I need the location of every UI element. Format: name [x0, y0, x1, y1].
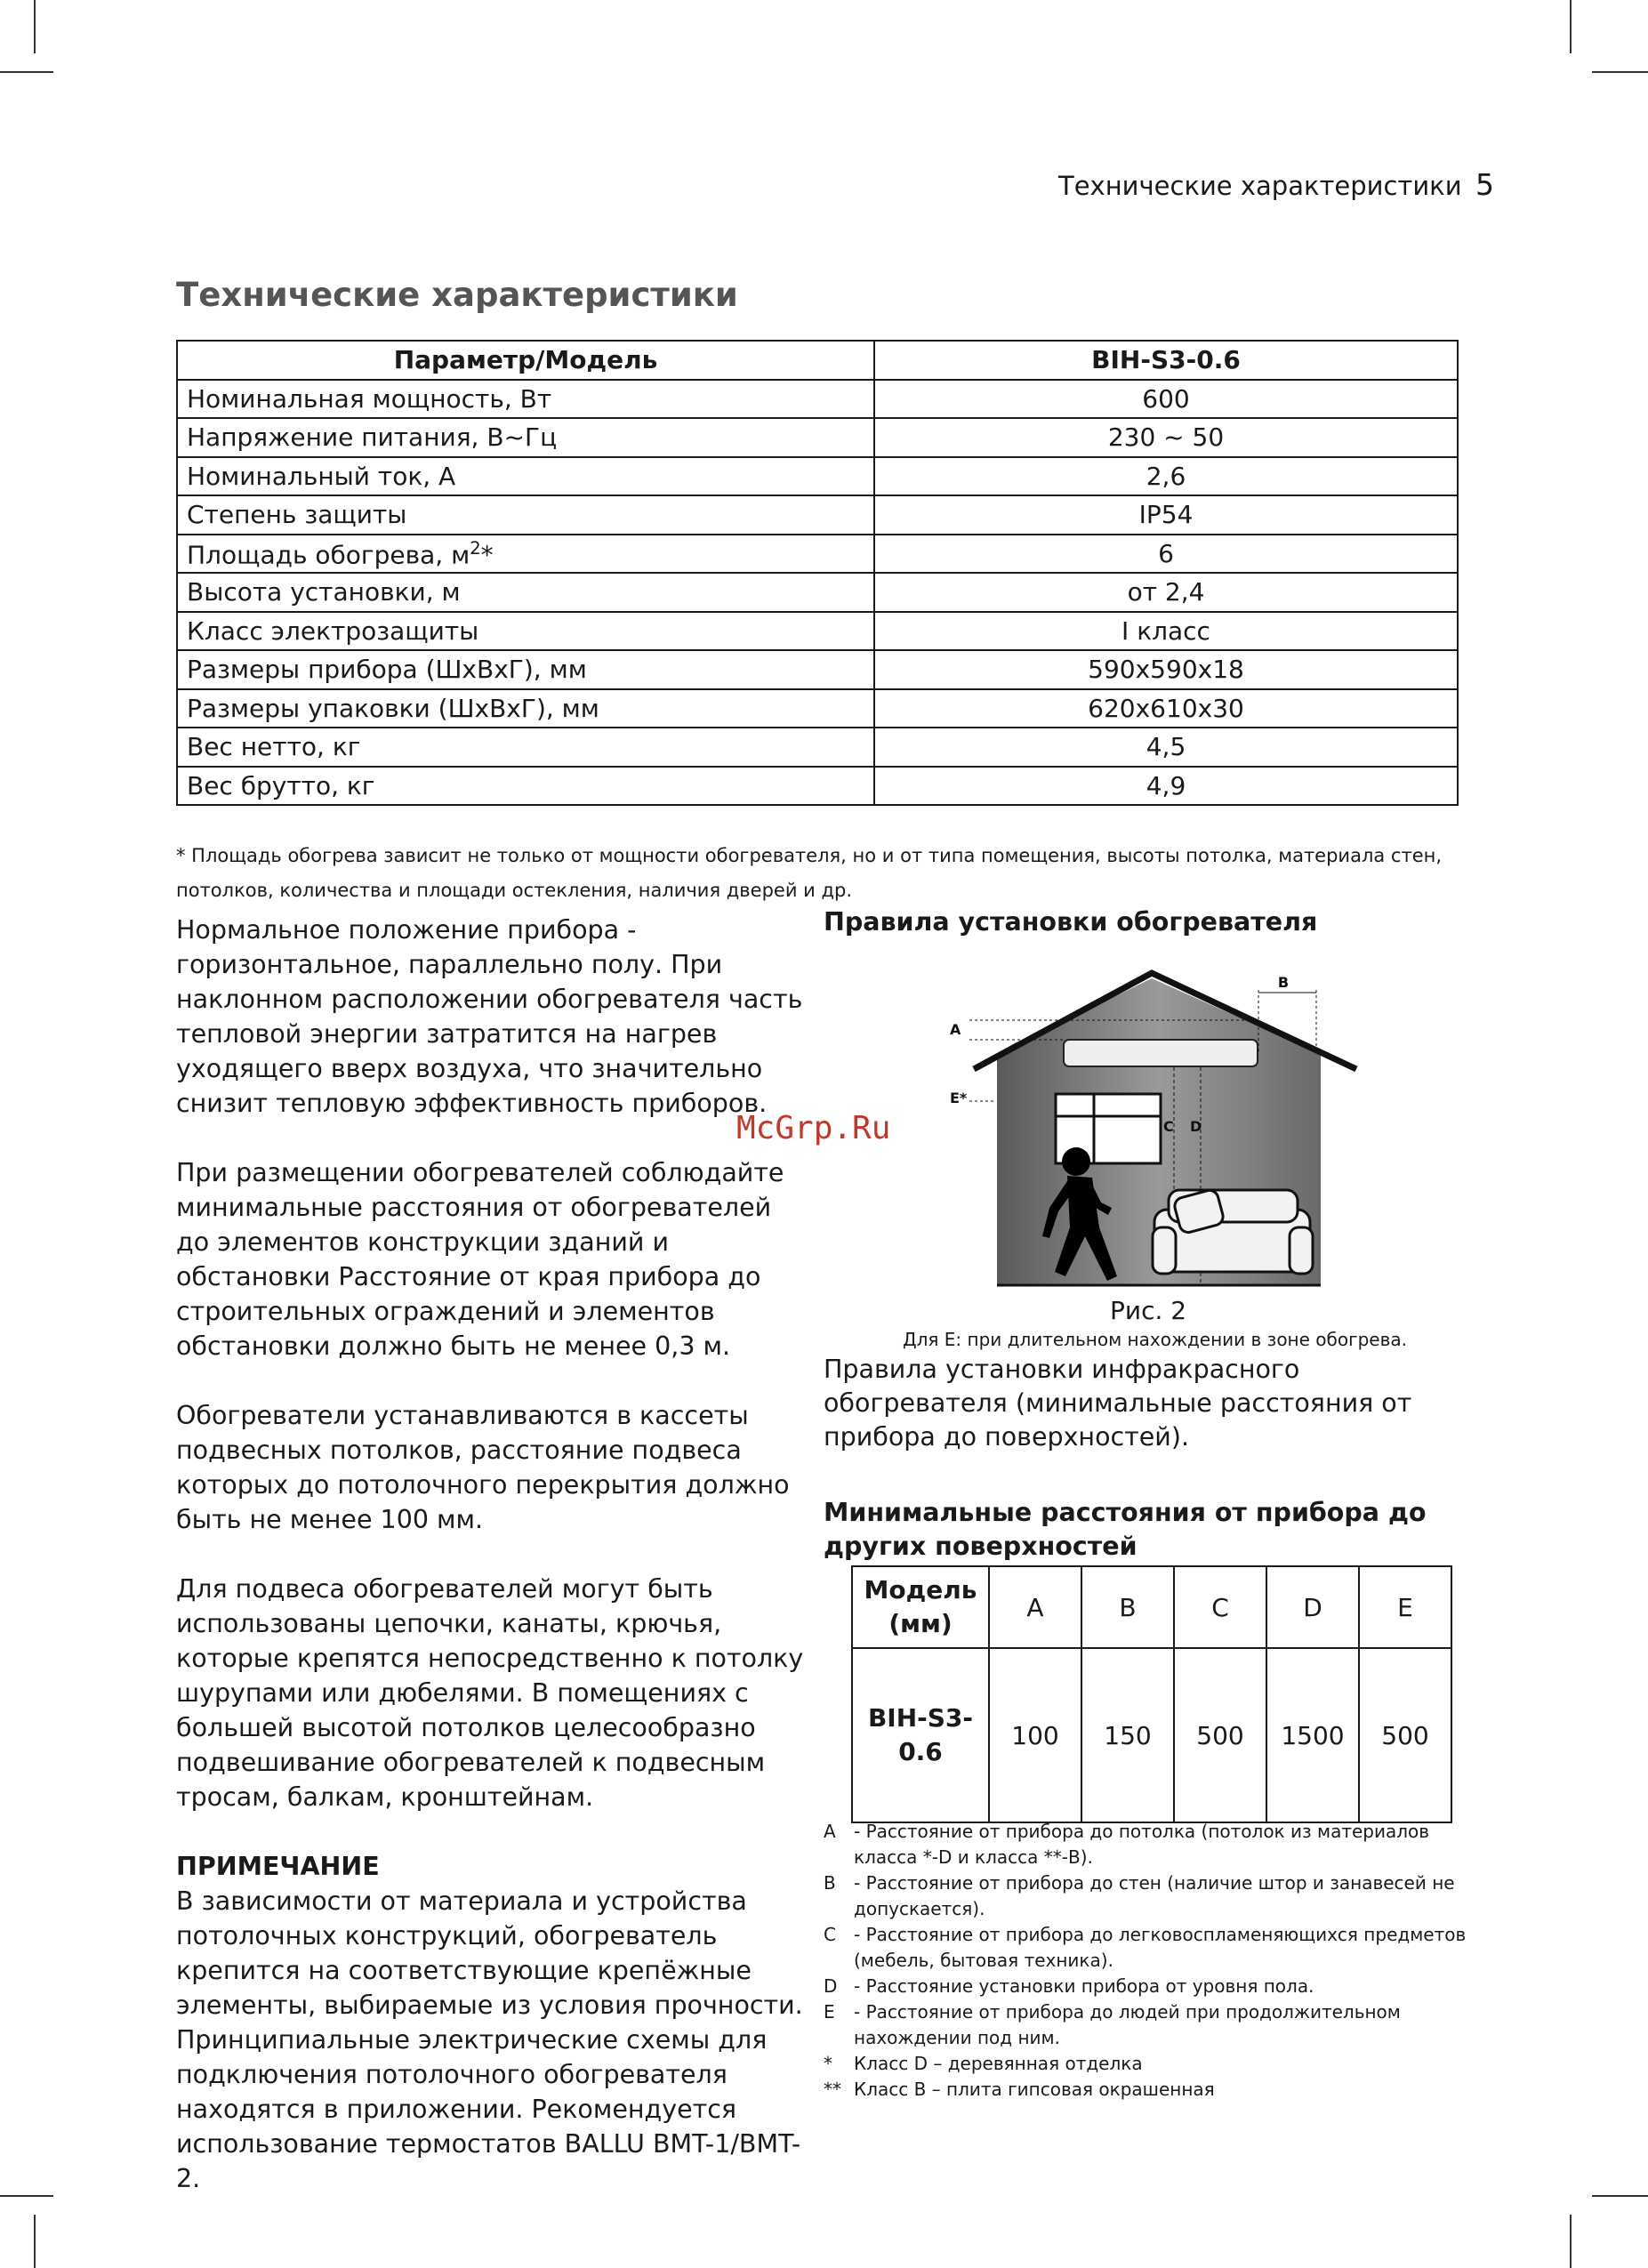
heater-panel	[1064, 1040, 1258, 1066]
note-heading: ПРИМЕЧАНИЕ	[176, 1852, 380, 1881]
running-header: Технические характеристики	[1058, 171, 1462, 201]
table-row	[177, 380, 1458, 419]
value-cell: IP54	[874, 495, 1458, 535]
table-row	[852, 1648, 1451, 1822]
paragraph: При размещении обогревателей соблюдайте минимальные расстояния от обогревателей до элементов конструкции зданий и обстановки Расстояние от края прибора до строительных ограждений и элементов обстановки должно быть не менее 0,3 м.	[176, 1158, 784, 1361]
table-row	[177, 535, 1458, 574]
legend-item	[824, 2051, 1473, 2077]
crop-mark	[1570, 0, 1572, 53]
param-cell: Размеры прибора (ШхВхГ), мм	[177, 650, 874, 689]
table-row	[177, 689, 1458, 728]
legend-text: - Расстояние от прибора до потолка (потолок из материалов класса *-D и класса **-B).	[854, 1821, 1430, 1868]
table-row	[177, 650, 1458, 689]
value-cell: 1500	[1266, 1648, 1359, 1822]
paragraph: Принципиальные электрические схемы для подключения потолочного обогревателя находятся в приложении. Рекомендуется использование термостатов BALLU BMT-1/BMT-2.	[176, 2025, 801, 2193]
legend-key: *	[824, 2053, 832, 2074]
model-name-line: BIH-S3-	[867, 1703, 974, 1733]
legend-item	[824, 1870, 1473, 1922]
label-e: E*	[950, 1090, 968, 1106]
crop-mark	[1592, 2195, 1648, 2197]
param-cell	[177, 535, 874, 574]
left-column	[176, 913, 806, 2196]
watermark: McGrp.Ru	[736, 1110, 891, 1146]
table-row	[177, 728, 1458, 767]
model-cell	[852, 1648, 989, 1822]
value-cell: 500	[1359, 1648, 1451, 1822]
value-cell: от 2,4	[874, 573, 1458, 612]
legend-text: - Расстояние от прибора до легковоспламеняющихся предметов (мебель, бытовая техника).	[854, 1924, 1467, 1971]
model-header-line: (мм)	[888, 1609, 953, 1638]
value-cell: 500	[1174, 1648, 1266, 1822]
column-header: C	[1174, 1566, 1266, 1648]
value-cell: 620х610х30	[874, 689, 1458, 728]
param-cell: Вес нетто, кг	[177, 728, 874, 767]
table-row	[177, 457, 1458, 496]
page-title: Технические характеристики	[176, 276, 738, 314]
table-row	[177, 767, 1458, 806]
legend-key: B	[824, 1872, 836, 1894]
column-header: D	[1266, 1566, 1359, 1648]
value-cell: 4,9	[874, 767, 1458, 806]
value-cell: 590х590х18	[874, 650, 1458, 689]
figure-note: Для E: при длительном нахождении в зоне обогрева.	[903, 1329, 1408, 1350]
sofa	[1153, 1188, 1313, 1274]
table-row	[177, 418, 1458, 457]
legend-text: Класс D – деревянная отделка	[854, 2053, 1143, 2074]
installation-heading: Правила установки обогревателя	[824, 907, 1318, 937]
table-row	[177, 495, 1458, 535]
value-cell: 600	[874, 380, 1458, 419]
legend-item	[824, 1999, 1473, 2051]
param-cell: Степень защиты	[177, 495, 874, 535]
table-header-row	[177, 341, 1458, 380]
model-header-line: Модель	[864, 1575, 977, 1604]
value-cell: 2,6	[874, 457, 1458, 496]
legend-text: - Расстояние от прибора до людей при продолжительном нахождении под ним.	[854, 2001, 1401, 2048]
param-cell: Номинальная мощность, Вт	[177, 380, 874, 419]
crop-mark	[34, 0, 36, 53]
label-d: D	[1190, 1118, 1202, 1135]
column-header: BIH-S3-0.6	[874, 341, 1458, 380]
legend-text: - Расстояние от прибора до стен (наличие штор и занавесей не допускается).	[854, 1872, 1455, 1919]
param-cell: Размеры упаковки (ШхВхГ), мм	[177, 689, 874, 728]
legend-key: A	[824, 1821, 836, 1842]
legend-key: C	[824, 1924, 836, 1945]
crop-mark	[34, 2215, 36, 2268]
table-row	[177, 573, 1458, 612]
label-b: B	[1277, 974, 1290, 991]
legend-text: Класс B – плита гипсовая окрашенная	[854, 2079, 1215, 2100]
column-header: A	[989, 1566, 1081, 1648]
page-number: 5	[1475, 167, 1494, 202]
param-cell: Высота установки, м	[177, 573, 874, 612]
column-header: B	[1081, 1566, 1174, 1648]
param-text: Площадь обогрева, м	[187, 539, 470, 569]
legend-item	[824, 1922, 1473, 1974]
legend-text: - Расстояние установки прибора от уровня пола.	[854, 1975, 1314, 1997]
value-cell: I класс	[874, 612, 1458, 651]
value-cell: 6	[874, 535, 1458, 574]
column-header: E	[1359, 1566, 1451, 1648]
param-cell: Напряжение питания, В~Гц	[177, 418, 874, 457]
crop-mark	[0, 2195, 53, 2197]
label-c: C	[1163, 1118, 1174, 1135]
legend-key: E	[824, 2001, 835, 2023]
legend-item	[824, 2077, 1473, 2103]
crop-mark	[0, 71, 53, 73]
superscript: 2	[470, 537, 481, 559]
label-a: A	[950, 1021, 961, 1038]
distances-heading: Минимальные расстояния от прибора до других поверхностей	[824, 1498, 1427, 1561]
model-name-line: 0.6	[898, 1737, 943, 1766]
paragraph: В зависимости от материала и устройства потолочных конструкций, обогреватель крепится на соответствующие крепёжные элементы, выбираемые из условия прочности.	[176, 1886, 803, 2020]
table-row	[177, 612, 1458, 651]
installation-figure	[943, 969, 1370, 1290]
param-cell: Класс электрозащиты	[177, 612, 874, 651]
distances-legend	[824, 1819, 1473, 2103]
legend-key: D	[824, 1975, 838, 1997]
crop-mark	[1592, 71, 1648, 73]
value-cell: 150	[1081, 1648, 1174, 1822]
crop-mark	[1570, 2215, 1572, 2268]
legend-key: **	[824, 2079, 841, 2100]
table-header-row	[852, 1566, 1451, 1648]
param-cell: Вес брутто, кг	[177, 767, 874, 806]
value-cell: 100	[989, 1648, 1081, 1822]
param-cell: Номинальный ток, А	[177, 457, 874, 496]
legend-item	[824, 1819, 1473, 1870]
footnote-mark: *	[480, 539, 494, 569]
spec-table	[176, 340, 1459, 806]
paragraph: Для подвеса обогревателей могут быть использованы цепочки, канаты, крючья, которые крепятся непосредственно к потолку шурупами или дюбелями. В помещениях с большей высотой потолков целесообразно подвешивание обогревателей к подвесным тросам, балкам, кронштейнам.	[176, 1574, 804, 1812]
value-cell: 4,5	[874, 728, 1458, 767]
paragraph: Обогреватели устанавливаются в кассеты подвесных потолков, расстояние подвеса которых до потолочного перекрытия должно быть не менее 100 мм.	[176, 1401, 790, 1534]
value-cell: 230 ~ 50	[874, 418, 1458, 457]
legend-item	[824, 1974, 1473, 1999]
rules-text: Правила установки инфракрасного обогревателя (минимальные расстояния от прибора до поверхностей).	[824, 1355, 1412, 1452]
spec-footnote: * Площадь обогрева зависит не только от мощности обогревателя, но и от типа помещения, высоты потолка, материала стен, потолков, количества и площади остекления, наличия дверей и др.	[176, 845, 1443, 901]
figure-caption: Рис. 2	[1110, 1296, 1187, 1325]
model-header	[852, 1566, 989, 1648]
paragraph: Нормальное положение прибора - горизонтальное, параллельно полу. При наклонном расположении обогревателя часть тепловой энергии затратится на нагрев уходящего вверх воздуха, что значительно снизит тепловую эффективность приборов.	[176, 915, 803, 1118]
column-header: Параметр/Модель	[177, 341, 874, 380]
distances-table	[851, 1565, 1452, 1823]
